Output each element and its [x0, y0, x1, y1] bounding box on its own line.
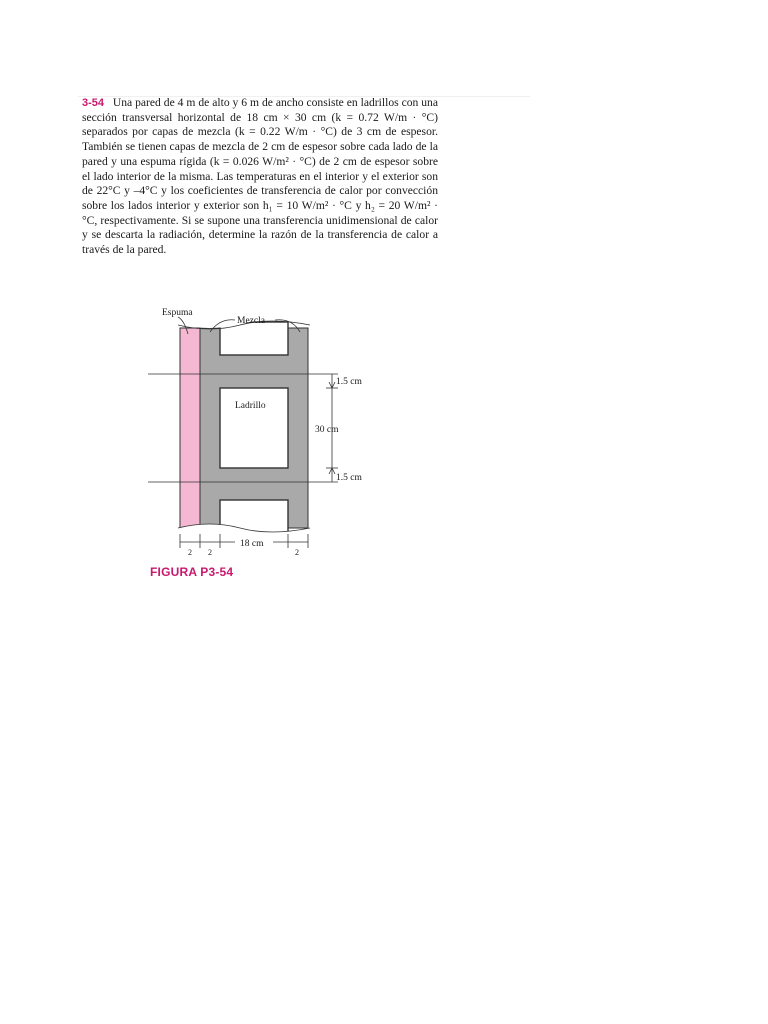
mortar-label: Mezcla: [237, 316, 265, 326]
dim-mid-label: 30 cm: [315, 425, 339, 435]
dim-top-label: 1.5 cm: [336, 377, 362, 387]
wall-cross-section-figure: [140, 302, 400, 562]
problem-number: 3-54: [82, 97, 105, 109]
dim-foam-label: 2: [188, 548, 192, 557]
dim-bottom-label: 1.5 cm: [336, 473, 362, 483]
figure-caption: FIGURA P3-54: [150, 565, 234, 579]
problem-statement: [82, 96, 438, 258]
foam-layer: [180, 328, 200, 528]
brick-label: Ladrillo: [235, 401, 266, 411]
dim-width-label: 18 cm: [240, 539, 264, 549]
foam-label: Espuma: [162, 308, 193, 318]
problem-body: Una pared de 4 m de alto y 6 m de ancho consiste en ladrillos con una sección transversal horizontal de 18 cm × 30 cm (k = 0.72 W/m · °C) separados por capas de mezcla (k = 0.22 W/m · °C) de 3 cm de espesor. También se tienen capas de mezcla de 2 cm de espesor sobre cada lado de la pared y una espuma rígida (k = 0.026 W/m² · °C) de 2 cm de espesor sobre el lado interior de la misma. Las temperaturas en el interior y el exterior son de 22°C y –4°C y los coeficientes de transferencia de calor por convección sobre los lados interior y exterior son h₁ = 10 W/m² · °C y h₂ = 20 W/m² · °C, respectivamente. Si se supone una transferencia unidimensional de calor y se descarta la radiación, determine la razón de la transferencia de calor a través de la pared.: [82, 96, 438, 257]
brick-middle: [220, 388, 288, 468]
dim-mortar-inner-label: 2: [208, 548, 212, 557]
dim-mortar-outer-label: 2: [295, 548, 299, 557]
